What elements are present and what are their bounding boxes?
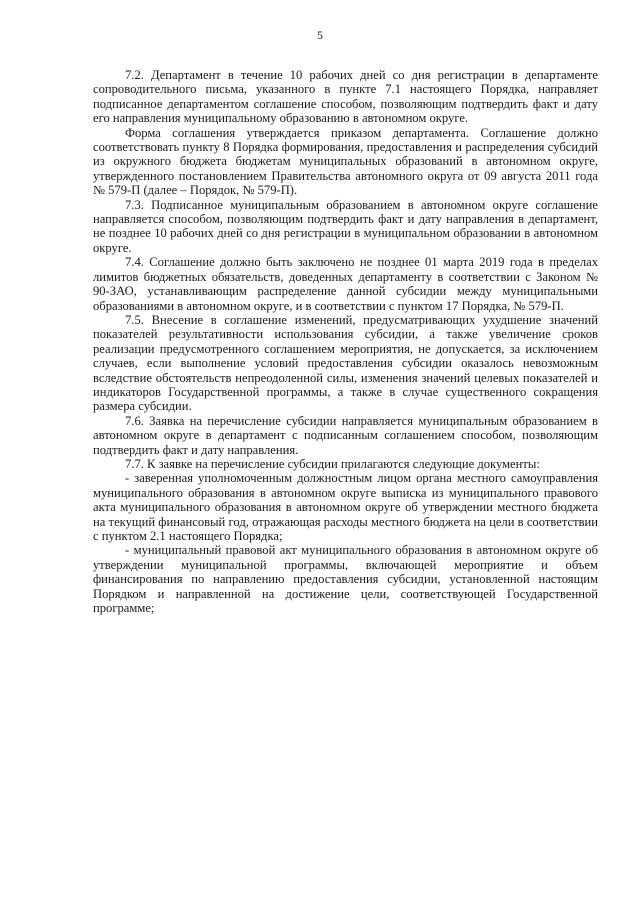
paragraph-7-3: 7.3. Подписанное муниципальным образованием в автономном округе соглашение направляется способом, позволяющим подтвердить факт и дату направления в департамент, не позднее 10 рабочих дней со дня регистрации в муниципальном образовании в автономном округе. xyxy=(93,197,598,255)
document-body xyxy=(93,68,598,615)
page-number: 5 xyxy=(317,30,323,42)
paragraph-7-7: 7.7. К заявке на перечисление субсидии прилагаются следующие документы: xyxy=(125,456,540,471)
paragraph-7-4: 7.4. Соглашение должно быть заключено не позднее 01 марта 2019 года в пределах лимитов бюджетных обязательств, доведенных департаменту в соответствии с Законом № 90-ЗАО, устанавливающим распределение данной субсидии между муниципальными образованиями в автономном округе, и в соответствии с пунктом 17 Порядка, № 579-П. xyxy=(93,255,598,313)
list-item-municipal-act: - муниципальный правовой акт муниципального образования в автономном округе об утверждении муниципальной программы, включающей мероприятие и объем финансирования по направлению предоставления субсидии, установленной настоящим Порядком и направленной на достижение цели, соответствующей Государственной программе; xyxy=(93,543,598,616)
list-item-extract: - заверенная уполномоченным должностным лицом органа местного самоуправления муниципального образования в автономном округе выписка из муниципального правового акта муниципального образования в автономном округе об утверждении местного бюджета на текущий финансовый год, отражающая расходы местного бюджета на цели в соответствии с пунктом 2.1 настоящего Порядка; xyxy=(93,471,598,543)
paragraph-7-2: 7.2. Департамент в течение 10 рабочих дней со дня регистрации в департаменте сопроводительного письма, указанного в пункте 7.1 настоящего Порядка, направляет подписанное департаментом соглашение способом, позволяющим подтвердить факт и дату его направления муниципальному образованию в автономном округе. xyxy=(93,68,598,126)
paragraph-agreement-form: Форма соглашения утверждается приказом департамента. Соглашение должно соответствовать пункту 8 Порядка формирования, предоставления и распределения субсидий из окружного бюджета бюджетам муниципальных образований в автономном округе, утвержденного постановлением Правительства автономного округа от 09 августа 2011 года № 579-П (далее – Порядок, № 579-П). xyxy=(93,125,598,198)
paragraph-7-6: 7.6. Заявка на перечисление субсидии направляется муниципальным образованием в автономном округе в департамент с подписанным соглашением способом, позволяющим подтвердить факт и дату направления. xyxy=(93,413,598,457)
paragraph-7-5: 7.5. Внесение в соглашение изменений, предусматривающих ухудшение значений показателей результативности использования субсидии, а также увеличение сроков реализации предусмотренного соглашением мероприятия, не допускается, за исключением случаев, если выполнение условий предоставления субсидии оказалось невозможным вследствие обстоятельств непреодоленной силы, изменения значений целевых показателей и индикаторов Государственной программы, а также в случае существенного сокращения размера субсидии. xyxy=(93,312,598,414)
